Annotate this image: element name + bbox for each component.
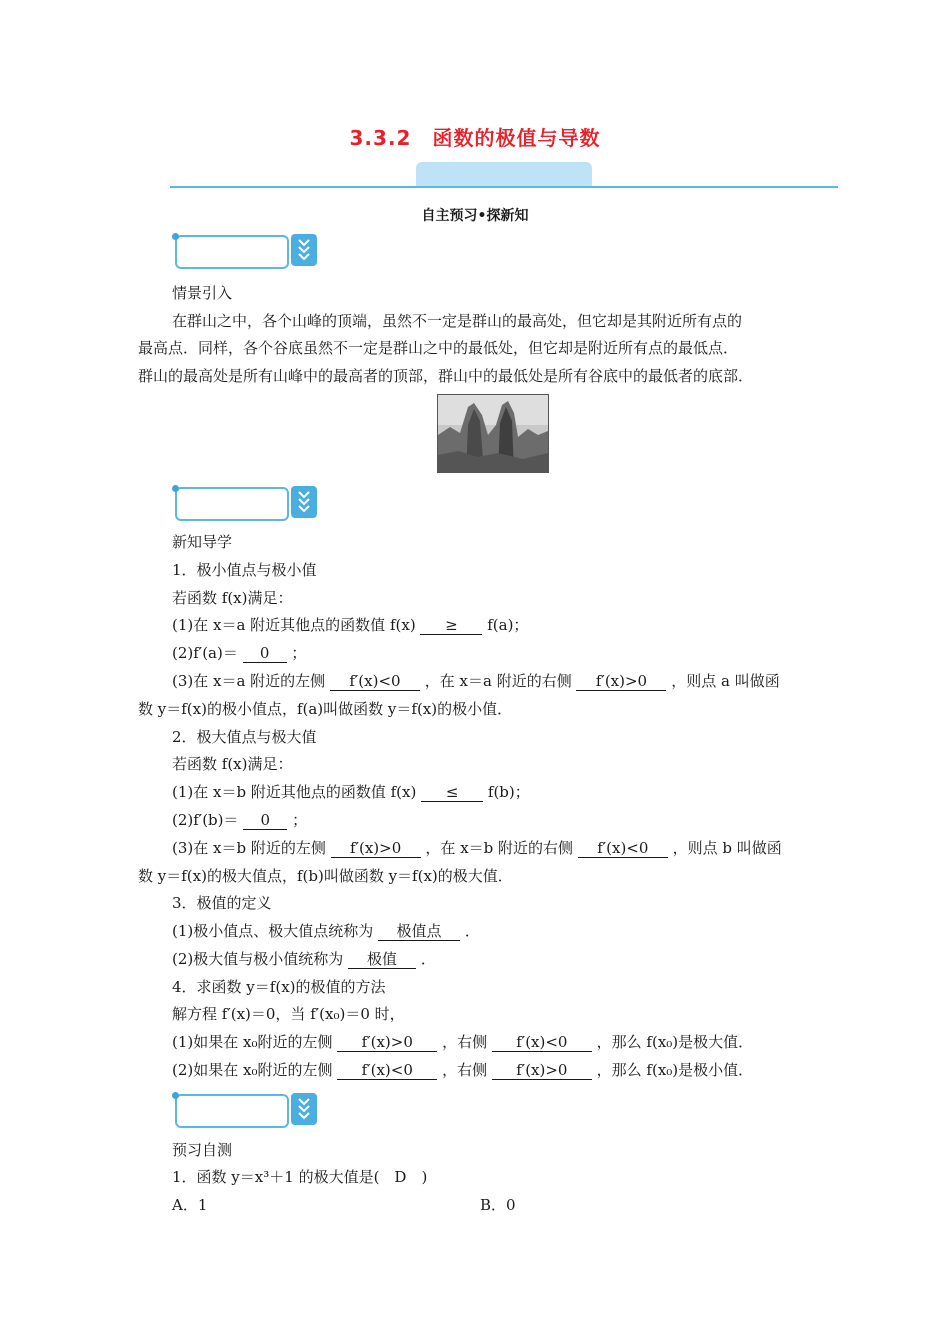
text: (2)f′(b)＝ bbox=[172, 811, 239, 829]
s1-line-3 bbox=[172, 671, 780, 691]
chevron-down-icon bbox=[291, 234, 317, 266]
answer-blank: f′(x)<0 bbox=[330, 672, 420, 691]
s4-title: 4．求函数 y＝f(x)的极值的方法 bbox=[172, 978, 386, 996]
text: ，右侧 bbox=[442, 1061, 488, 1079]
section-marker bbox=[172, 1092, 320, 1128]
text: (3)在 x＝b 附近的左侧 bbox=[172, 839, 326, 857]
marker-dot bbox=[172, 233, 179, 240]
text: f(b)； bbox=[487, 783, 530, 801]
answer-blank: ≥ bbox=[420, 616, 482, 635]
text: ； bbox=[291, 644, 307, 662]
section-tab bbox=[416, 162, 592, 186]
new-knowledge-heading: 新知导学 bbox=[172, 533, 233, 551]
text: (1)在 x＝a 附近其他点的函数值 f(x) bbox=[172, 616, 416, 634]
section-marker bbox=[172, 233, 320, 269]
text: ，右侧 bbox=[442, 1033, 488, 1051]
answer-blank: 0 bbox=[243, 644, 287, 663]
text: ，那么 f(x₀)是极大值． bbox=[596, 1033, 754, 1051]
text: (2)极大值与极小值统称为 bbox=[172, 950, 344, 968]
lesson-title: 3.3.2 函数的极值与导数 bbox=[349, 126, 601, 150]
s2-line-4: 数 y＝f(x)的极大值点，f(b)叫做函数 y＝f(x)的极大值． bbox=[138, 867, 513, 885]
intro-line-3: 群山的最高处是所有山峰中的最高者的顶部，群山中的最低处是所有谷底中的最低者的底部． bbox=[138, 367, 754, 385]
answer-blank: f′(x)>0 bbox=[337, 1033, 437, 1052]
answer-blank: f′(x)>0 bbox=[331, 839, 421, 858]
s1-title: 1．极小值点与极小值 bbox=[172, 561, 317, 579]
marker-box bbox=[175, 235, 289, 269]
marker-dot bbox=[172, 1092, 179, 1099]
text: ． bbox=[420, 950, 436, 968]
section-divider bbox=[170, 186, 838, 188]
option-a: A．1 bbox=[172, 1196, 208, 1214]
text: ，则点 b 叫做函 bbox=[672, 839, 782, 857]
text: ； bbox=[292, 811, 308, 829]
text: ． bbox=[464, 922, 480, 940]
s2-title: 2．极大值点与极大值 bbox=[172, 728, 317, 746]
s1-line-2 bbox=[172, 643, 306, 663]
text: (2)f′(a)＝ bbox=[172, 644, 238, 662]
answer-blank: f′(x)>0 bbox=[492, 1061, 592, 1080]
s3-line-1 bbox=[172, 921, 480, 941]
text: (2)如果在 x₀附近的左侧 bbox=[172, 1061, 333, 1079]
section-tab-bar bbox=[170, 160, 838, 188]
mountain-photo bbox=[437, 394, 549, 473]
s4-line-2 bbox=[172, 1060, 753, 1080]
text: (1)在 x＝b 附近其他点的函数值 f(x) bbox=[172, 783, 417, 801]
s3-title: 3．极值的定义 bbox=[172, 894, 272, 912]
section-marker bbox=[172, 485, 320, 521]
marker-dot bbox=[172, 485, 179, 492]
answer-blank: f′(x)<0 bbox=[578, 839, 668, 858]
s2-cond: 若函数 f(x)满足： bbox=[172, 755, 293, 773]
option-b: B．0 bbox=[480, 1196, 516, 1214]
text: (1)如果在 x₀附近的左侧 bbox=[172, 1033, 333, 1051]
section-header: 自主预习•探新知 bbox=[421, 208, 529, 224]
s2-line-1 bbox=[172, 782, 530, 802]
s1-line-1 bbox=[172, 615, 528, 635]
marker-box bbox=[175, 1094, 289, 1128]
answer-blank: 极值 bbox=[348, 950, 416, 969]
intro-heading: 情景引入 bbox=[172, 284, 233, 302]
marker-box bbox=[175, 487, 289, 521]
s4-line-1 bbox=[172, 1032, 753, 1052]
answer-blank: f′(x)>0 bbox=[576, 672, 666, 691]
s2-line-2 bbox=[172, 810, 307, 830]
intro-line-1: 在群山之中，各个山峰的顶端，虽然不一定是群山的最高处，但它却是其附近所有点的 bbox=[172, 312, 743, 330]
s3-line-2 bbox=[172, 949, 436, 969]
s4-line-0: 解方程 f′(x)＝0，当 f′(x₀)＝0 时， bbox=[172, 1005, 405, 1023]
answer-blank: 极值点 bbox=[378, 922, 460, 941]
self-test-heading: 预习自测 bbox=[172, 1141, 233, 1159]
chevron-down-icon bbox=[291, 486, 317, 518]
text: (1)极小值点、极大值点统称为 bbox=[172, 922, 374, 940]
answer-blank: 0 bbox=[243, 811, 287, 830]
chevron-down-icon bbox=[291, 1093, 317, 1125]
text: ，在 x＝b 附近的右侧 bbox=[425, 839, 574, 857]
intro-line-2: 最高点．同样，各个谷底虽然不一定是群山之中的最低处，但它却是附近所有点的最低点． bbox=[138, 339, 739, 357]
text: ，那么 f(x₀)是极小值． bbox=[596, 1061, 754, 1079]
answer-blank: f′(x)<0 bbox=[337, 1061, 437, 1080]
s2-line-3 bbox=[172, 838, 782, 858]
s1-cond: 若函数 f(x)满足： bbox=[172, 589, 293, 607]
text: ，则点 a 叫做函 bbox=[671, 672, 780, 690]
answer-blank: ≤ bbox=[421, 783, 483, 802]
text: f(a)； bbox=[487, 616, 529, 634]
s1-line-4: 数 y＝f(x)的极小值点，f(a)叫做函数 y＝f(x)的极小值． bbox=[138, 700, 513, 718]
text: ，在 x＝a 附近的右侧 bbox=[424, 672, 572, 690]
answer-blank: f′(x)<0 bbox=[492, 1033, 592, 1052]
question-1: 1．函数 y＝x³＋1 的极大值是( D ) bbox=[172, 1168, 428, 1186]
text: (3)在 x＝a 附近的左侧 bbox=[172, 672, 326, 690]
